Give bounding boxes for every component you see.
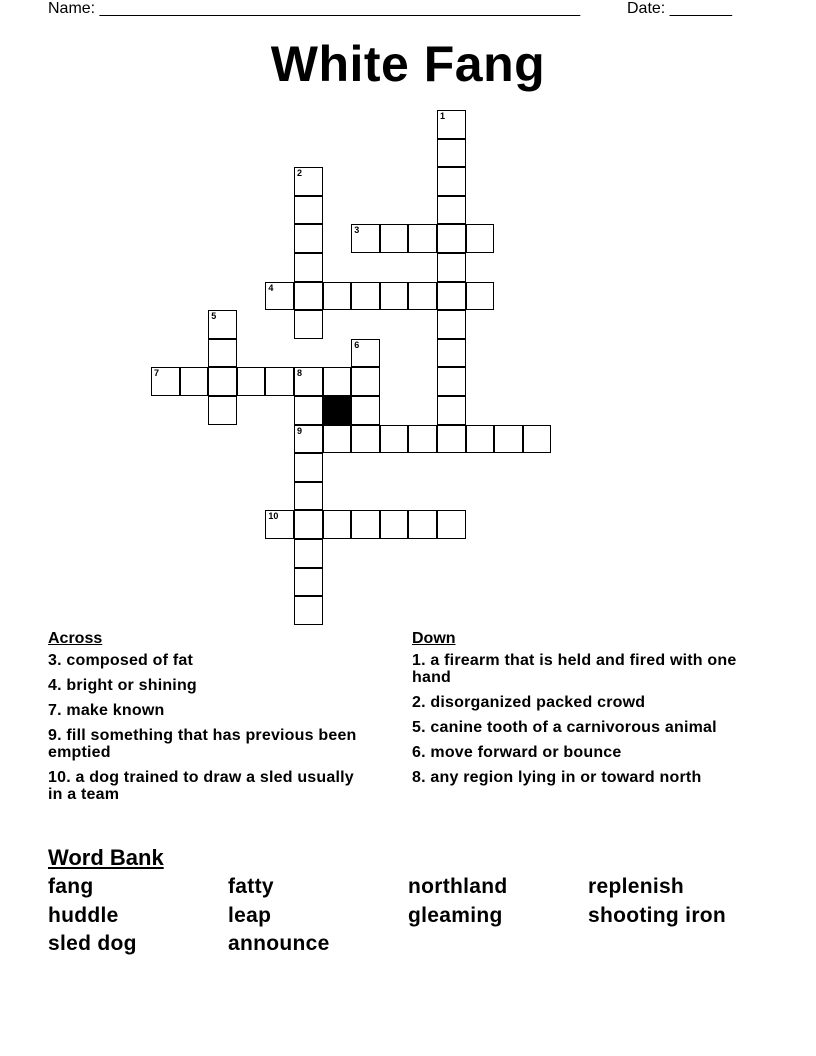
- date-line: Date: _______: [627, 0, 732, 17]
- crossword-cell[interactable]: [437, 196, 466, 225]
- crossword-cell[interactable]: [437, 339, 466, 368]
- crossword-cell[interactable]: [408, 510, 437, 539]
- crossword-cell[interactable]: [437, 425, 466, 454]
- word-bank-item: replenish: [588, 875, 685, 898]
- clue-number: 10: [268, 511, 279, 522]
- crossword-cell[interactable]: [294, 510, 323, 539]
- crossword-cell[interactable]: [294, 167, 323, 196]
- crossword-cell[interactable]: [180, 367, 209, 396]
- crossword-cell[interactable]: [294, 539, 323, 568]
- word-bank-item: northland: [408, 875, 508, 898]
- crossword-cell[interactable]: [408, 224, 437, 253]
- clue-number: 3: [354, 225, 360, 236]
- crossword-cell[interactable]: [265, 510, 294, 539]
- down-clue-6: 6. move forward or bounce: [412, 744, 622, 761]
- crossword-cell[interactable]: [351, 339, 380, 368]
- clue-number: 7: [154, 368, 160, 379]
- crossword-cell[interactable]: [294, 196, 323, 225]
- word-bank-item: announce: [228, 932, 330, 955]
- down-clue-8: 8. any region lying in or toward north: [412, 769, 702, 786]
- crossword-cell[interactable]: [237, 367, 266, 396]
- crossword-cell[interactable]: [351, 224, 380, 253]
- clue-number: 9: [297, 425, 303, 436]
- word-bank-item: fatty: [228, 875, 274, 898]
- crossword-cell[interactable]: [294, 568, 323, 597]
- crossword-cell[interactable]: [466, 282, 495, 311]
- down-heading: Down: [412, 630, 456, 647]
- word-bank-item: leap: [228, 904, 272, 927]
- crossword-cell[interactable]: [437, 282, 466, 311]
- crossword-cell[interactable]: [351, 425, 380, 454]
- crossword-cell[interactable]: [437, 367, 466, 396]
- clue-number: 5: [211, 311, 217, 322]
- crossword-cell[interactable]: [437, 139, 466, 168]
- down-clue-2: 2. disorganized packed crowd: [412, 694, 646, 711]
- crossword-cell[interactable]: [294, 396, 323, 425]
- crossword-cell[interactable]: [408, 282, 437, 311]
- across-clue-9: 9. fill something that has previous been emptied: [48, 727, 357, 761]
- crossword-cell[interactable]: [351, 510, 380, 539]
- crossword-cell[interactable]: [437, 224, 466, 253]
- crossword-cell[interactable]: [437, 310, 466, 339]
- down-clue-5: 5. canine tooth of a carnivorous animal: [412, 719, 717, 736]
- crossword-cell[interactable]: [380, 224, 409, 253]
- crossword-cell[interactable]: [437, 396, 466, 425]
- crossword-cell[interactable]: [294, 453, 323, 482]
- crossword-cell[interactable]: [208, 339, 237, 368]
- clue-number: 8: [297, 368, 303, 379]
- crossword-cell[interactable]: [494, 425, 523, 454]
- word-bank-item: fang: [48, 875, 94, 898]
- crossword-cell[interactable]: [294, 310, 323, 339]
- crossword-cell[interactable]: [437, 253, 466, 282]
- crossword-cell[interactable]: [151, 367, 180, 396]
- crossword-cell[interactable]: [380, 510, 409, 539]
- crossword-cell[interactable]: [437, 167, 466, 196]
- crossword-cell[interactable]: [294, 425, 323, 454]
- down-clue-1: 1. a firearm that is held and fired with one hand: [412, 652, 737, 686]
- clue-number: 1: [440, 111, 446, 121]
- crossword-cell[interactable]: [351, 367, 380, 396]
- crossword-cell[interactable]: [523, 425, 552, 454]
- crossword-cell[interactable]: [323, 510, 352, 539]
- crossword-cell[interactable]: [437, 510, 466, 539]
- word-bank-item: shooting iron: [588, 904, 727, 927]
- across-clues: [48, 628, 388, 811]
- crossword-cell[interactable]: [294, 596, 323, 625]
- name-line: Name: ______________________________________________________: [48, 0, 581, 17]
- clue-number: 6: [354, 339, 360, 350]
- crossword-cell[interactable]: [208, 396, 237, 425]
- crossword-cell[interactable]: [323, 282, 352, 311]
- crossword-cell[interactable]: [294, 253, 323, 282]
- crossword-cell[interactable]: [466, 224, 495, 253]
- crossword-cell[interactable]: [323, 425, 352, 454]
- crossword-cell[interactable]: [294, 367, 323, 396]
- clue-number: 4: [268, 282, 274, 293]
- crossword-cell[interactable]: [208, 310, 237, 339]
- word-bank-heading: Word Bank: [48, 845, 164, 870]
- crossword-cell[interactable]: [380, 282, 409, 311]
- across-clue-3: 3. composed of fat: [48, 652, 193, 669]
- word-bank-item: gleaming: [408, 904, 503, 927]
- crossword-cell[interactable]: [208, 367, 237, 396]
- crossword-cell[interactable]: [437, 110, 466, 139]
- down-clues: [412, 628, 752, 794]
- puzzle-title: White Fang: [270, 36, 546, 92]
- crossword-cell[interactable]: [323, 367, 352, 396]
- crossword-cell[interactable]: [265, 282, 294, 311]
- crossword-cell[interactable]: [294, 282, 323, 311]
- word-bank-item: sled dog: [48, 932, 137, 955]
- crossword-cell[interactable]: [408, 425, 437, 454]
- across-clue-7: 7. make known: [48, 702, 165, 719]
- word-bank-item: huddle: [48, 904, 119, 927]
- crossword-cell[interactable]: [466, 425, 495, 454]
- crossword-cell[interactable]: [351, 396, 380, 425]
- crossword-cell[interactable]: [265, 367, 294, 396]
- black-square: [323, 396, 352, 425]
- crossword-cell[interactable]: [294, 482, 323, 511]
- across-clue-10: 10. a dog trained to draw a sled usually in a team: [48, 769, 354, 803]
- across-heading: Across: [48, 630, 103, 647]
- crossword-cell[interactable]: [294, 224, 323, 253]
- crossword-cell[interactable]: [351, 282, 380, 311]
- clue-number: 2: [297, 168, 303, 179]
- crossword-cell[interactable]: [380, 425, 409, 454]
- across-clue-4: 4. bright or shining: [48, 677, 197, 694]
